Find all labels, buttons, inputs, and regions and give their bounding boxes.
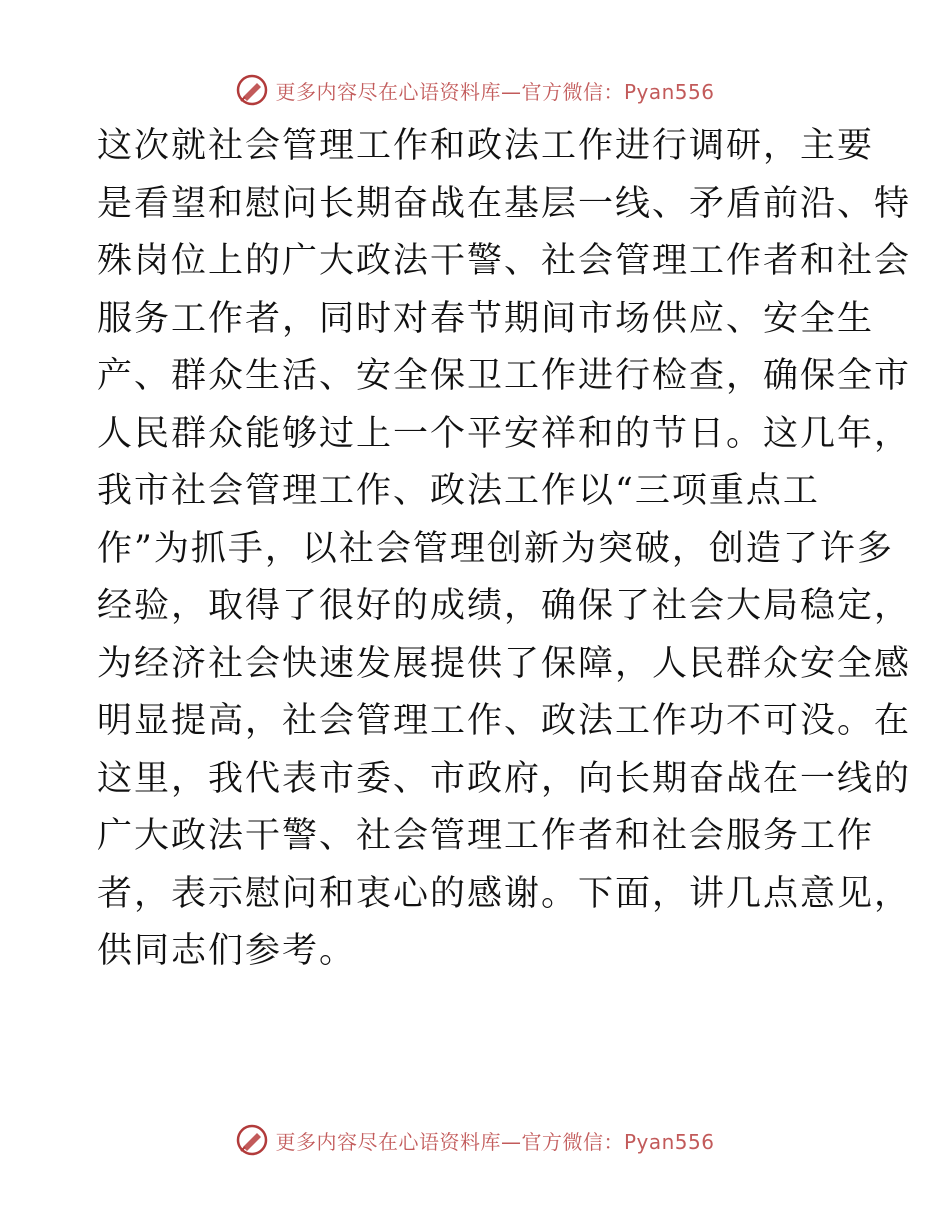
text-line: 作”为抓手，以社会管理创新为突破，创造了许多	[97, 528, 894, 569]
footer-watermark	[0, 1120, 950, 1160]
text-line: 供同志们参考。	[97, 931, 357, 971]
text-line: 经验，取得了很好的成绩，确保了社会大局稳定，	[97, 586, 912, 626]
text-line: 是看望和慰问长期奋战在基层一线、矛盾前沿、特	[97, 183, 912, 224]
text-line: 为经济社会快速发展提供了保障，人民群众安全感	[97, 643, 912, 684]
text-line: 这次就社会管理工作和政法工作进行调研，主要	[97, 126, 875, 166]
text-line: 服务工作者，同时对春节期间市场供应、安全生	[97, 298, 875, 339]
text-line: 殊岗位上的广大政法干警、社会管理工作者和社会	[97, 241, 912, 281]
text-line: 产、群众生活、安全保卫工作进行检查，确保全市	[97, 356, 912, 396]
text-line: 我市社会管理工作、政法工作以“三项重点工	[97, 471, 820, 511]
quill-logo-icon	[235, 73, 269, 107]
document-body	[97, 118, 912, 981]
text-line: 广大政法干警、社会管理工作者和社会服务工作	[97, 816, 875, 856]
watermark-text: 更多内容尽在心语资料库—官方微信：Pyan556	[275, 1129, 715, 1154]
text-line: 这里，我代表市委、市政府，向长期奋战在一线的	[97, 758, 912, 799]
watermark-text: 更多内容尽在心语资料库—官方微信：Pyan556	[275, 79, 715, 104]
text-line: 明显提高，社会管理工作、政法工作功不可没。在	[97, 701, 912, 741]
quill-logo-icon	[235, 1123, 269, 1157]
text-line: 者，表示慰问和衷心的感谢。下面，讲几点意见，	[97, 873, 912, 914]
header-watermark	[0, 70, 950, 110]
text-line: 人民群众能够过上一个平安祥和的节日。这几年，	[97, 413, 912, 454]
